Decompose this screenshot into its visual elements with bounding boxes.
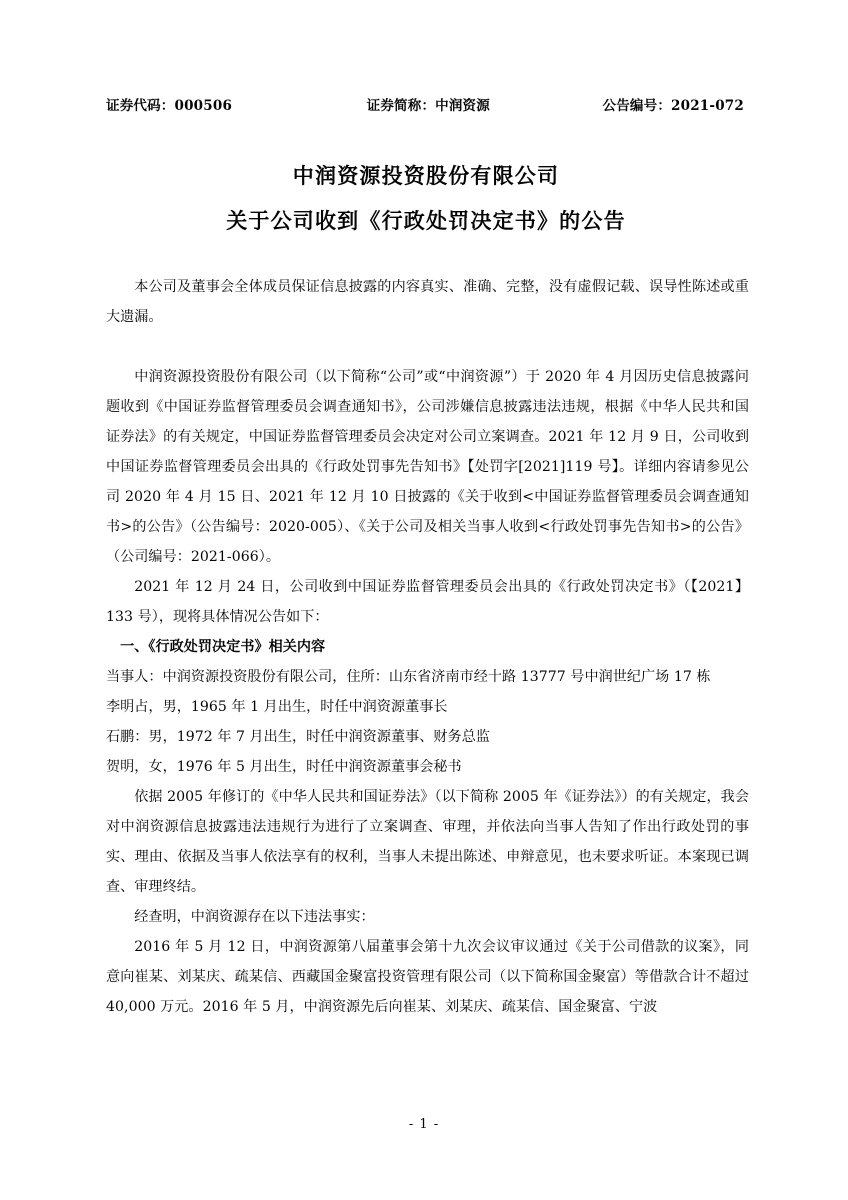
party-person-2: 石鹏：男，1972 年 7 月出生，时任中润资源董事、财务总监 bbox=[106, 729, 490, 745]
section-1-heading: 一、《行政处罚决定书》相关内容 bbox=[120, 639, 326, 655]
findings-intro-paragraph: 经查明，中润资源存在以下违法事实： bbox=[134, 909, 375, 925]
receipt-paragraph: 2021 年 12 月 24 日，公司收到中国证券监督管理委员会出具的《行政处罚决定书》（【2021】133 号），现将具体情况公告如下： bbox=[106, 579, 749, 625]
party-person-1: 李明占，男，1965 年 1 月出生，时任中润资源董事长 bbox=[106, 699, 448, 715]
security-name: 证券简称：中润资源 bbox=[366, 98, 490, 114]
document-body bbox=[106, 272, 749, 1022]
security-code: 证券代码：000506 bbox=[106, 98, 233, 114]
legal-basis-paragraph: 依据 2005 年修订的《中华人民共和国证券法》（以下简称 2005 年《证券法》）的有关规定，我会对中润资源信息披露违法违规行为进行了立案调查、审理，并依法向当事人告知了作出行政处罚的事实、理由、依据及当事人依法享有的权利，当事人未提出陈述、申辩意见，也未要求听证。本案现已调查、审理终结。 bbox=[106, 789, 749, 895]
loan-resolution-paragraph: 2016 年 5 月 12 日，中润资源第八届董事会第十九次会议审议通过《关于公司借款的议案》，同意向崔某、刘某庆、疏某信、西藏国金聚富投资管理有限公司（以下简称国金聚富）等借款合计不超过 40,000 万元。2016 年 5 月，中润资源先后向崔某、刘某庆、疏某信、国金聚富、宁波 bbox=[106, 939, 749, 1015]
investigation-paragraph: 中润资源投资股份有限公司（以下简称“公司”或“中润资源”）于 2020 年 4 月因历史信息披露问题收到《中国证券监督管理委员会调查通知书》，公司涉嫌信息披露违法违规，根据《中华人民共和国证券法》的有关规定，中国证券监督管理委员会决定对公司立案调查。2021 年 12 月 9 日，公司收到中国证券监督管理委员会出具的《行政处罚事先告知书》【处罚字[2021]119 号】。详细内容请参见公司 2020 年 4 月 15 日、2021 年 12 月 10 日披露的《关于收到<中国证券监督管理委员会调查通知书>的公告》（公告编号：2020-005）、《关于公司及相关当事人收到<行政处罚事先告知书>的公告》（公司编号：2021-066）。 bbox=[106, 369, 749, 565]
announcement-number: 公告编号：2021-072 bbox=[602, 98, 744, 114]
party-person-3: 贺明，女，1976 年 5 月出生，时任中润资源董事会秘书 bbox=[106, 759, 462, 775]
announcement-subject-title: 关于公司收到《行政处罚决定书》的公告 bbox=[226, 208, 626, 233]
document-header bbox=[106, 94, 746, 114]
document-title-block bbox=[106, 165, 746, 231]
party-company-paragraph: 当事人：中润资源投资股份有限公司，住所：山东省济南市经十路 13777 号中润世纪广场 17 栋 bbox=[106, 669, 711, 685]
disclaimer-paragraph: 本公司及董事会全体成员保证信息披露的内容真实、准确、完整，没有虚假记载、误导性陈述或重大遗漏。 bbox=[106, 279, 749, 325]
page-number-footer: - 1 - bbox=[408, 1117, 440, 1132]
company-title: 中润资源投资股份有限公司 bbox=[292, 163, 560, 188]
